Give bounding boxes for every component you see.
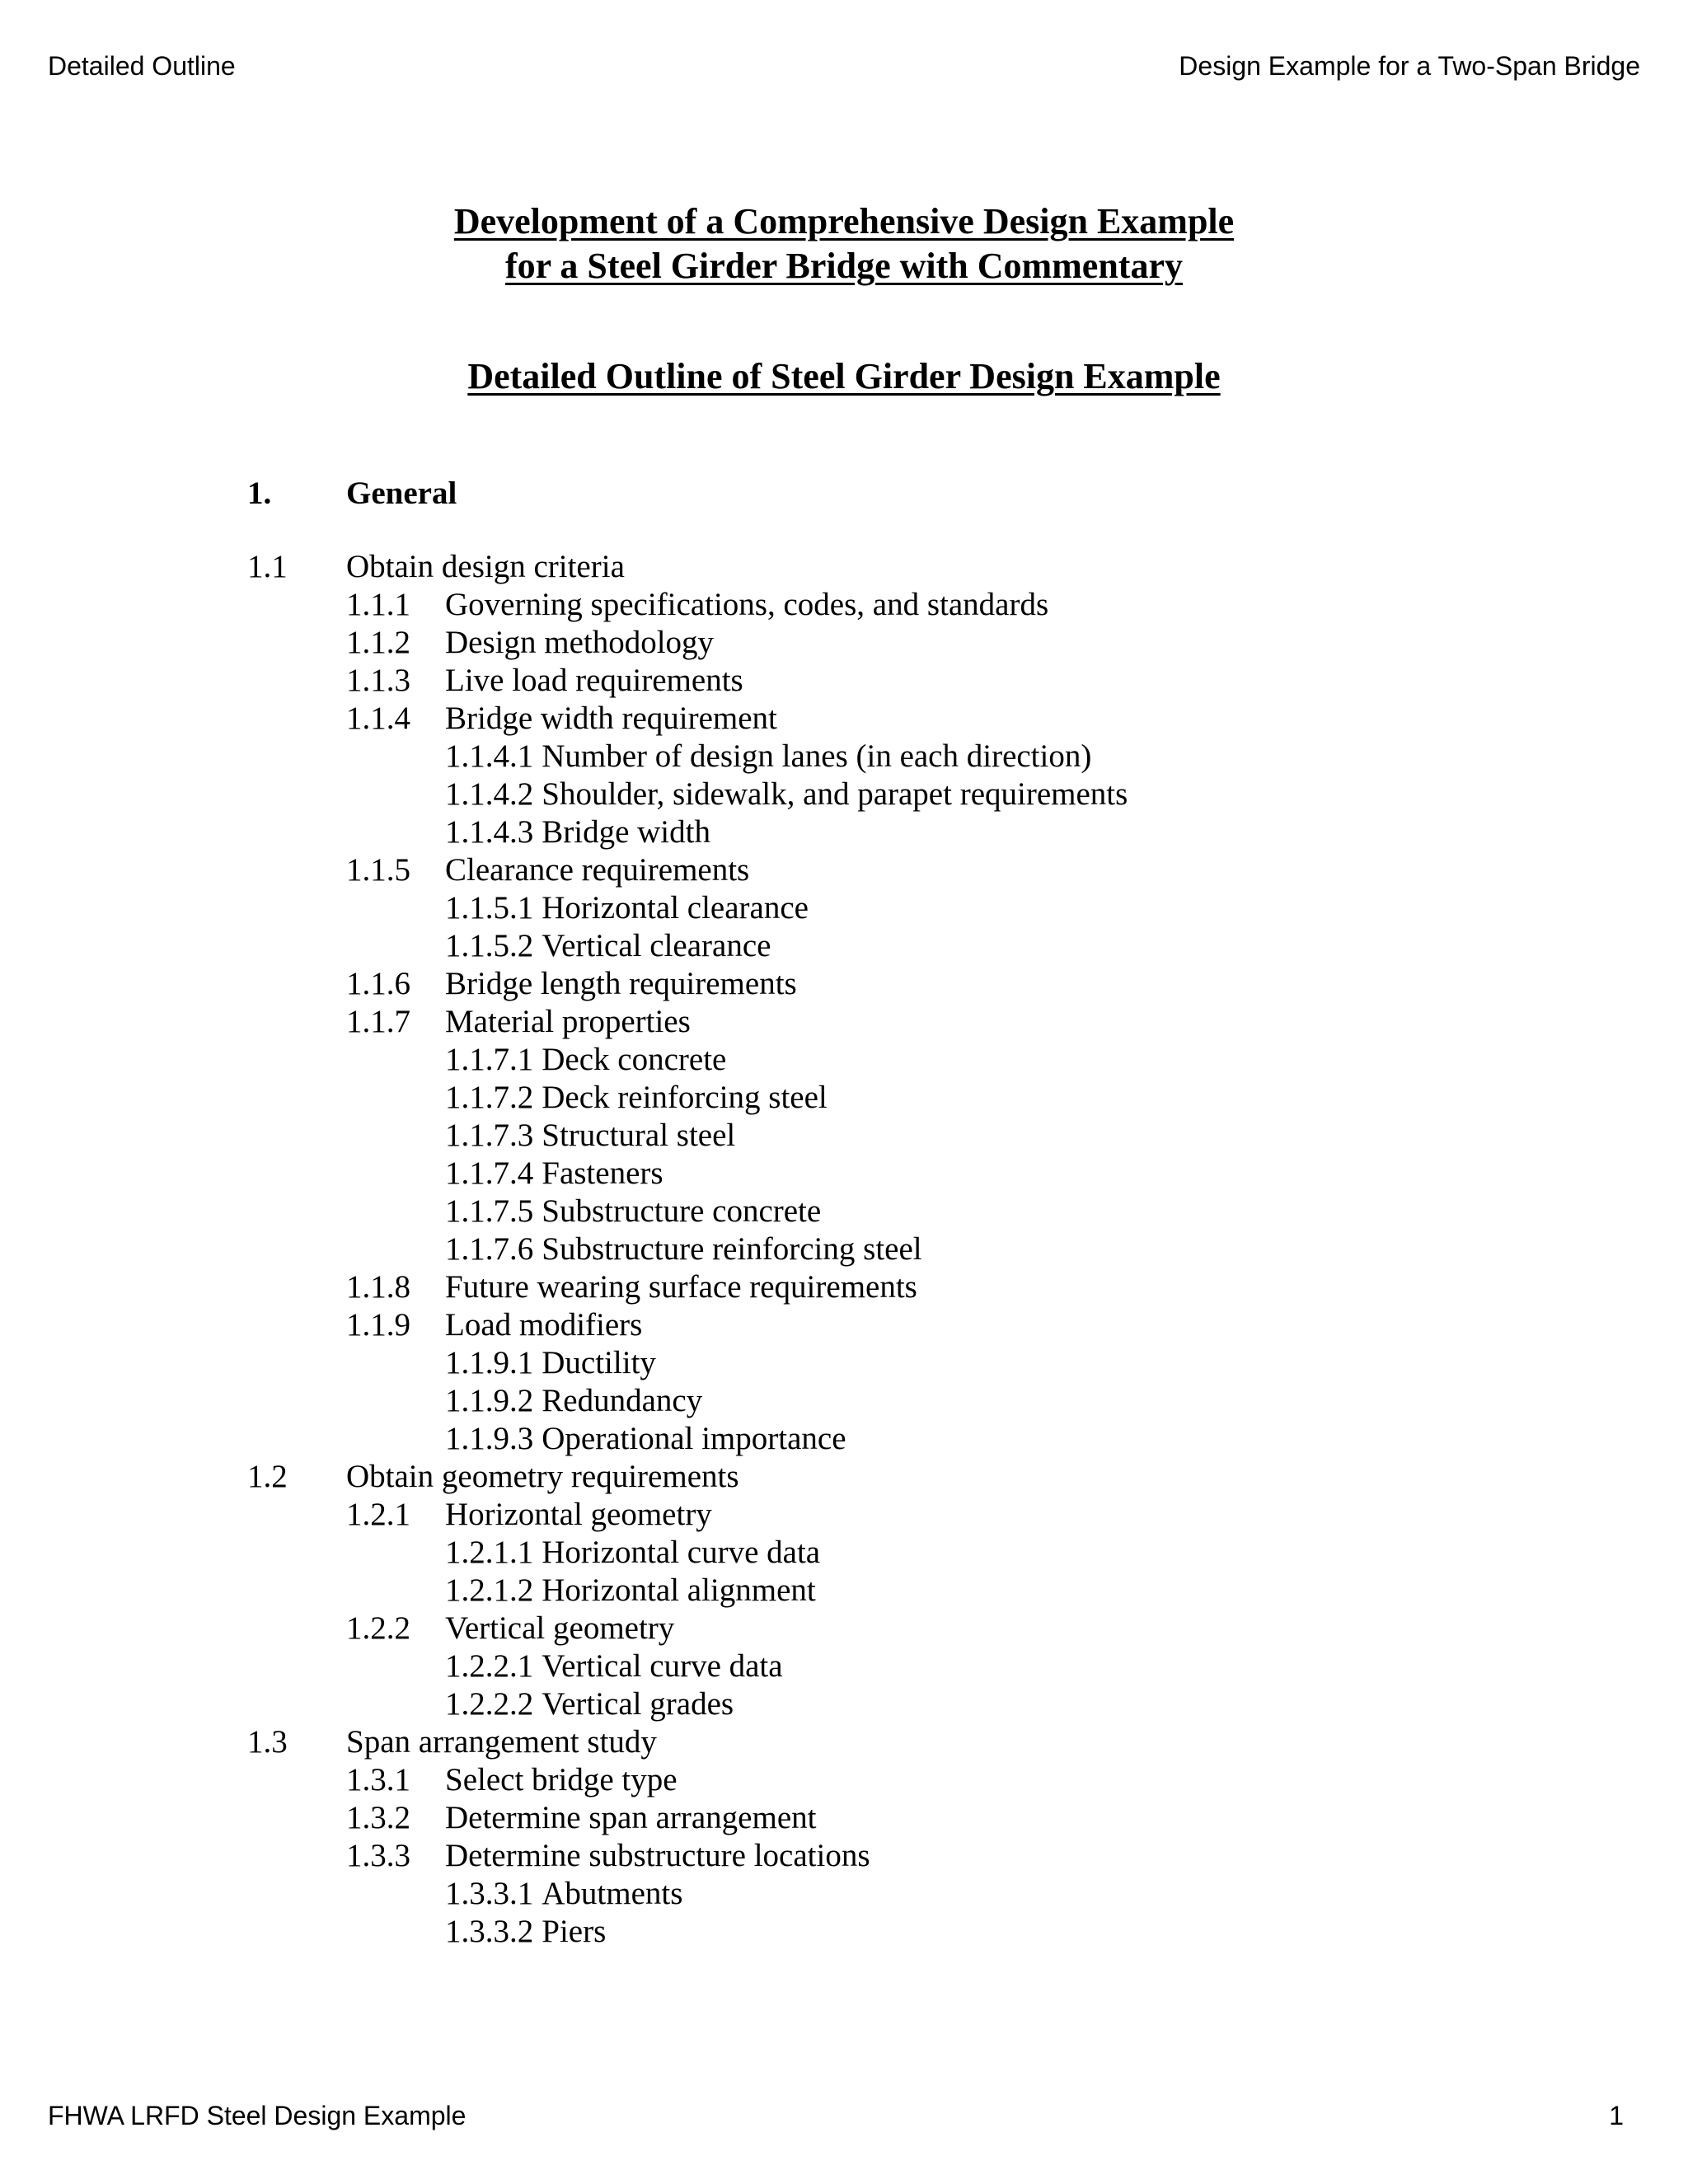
outline-item [247, 1155, 1128, 1193]
outline-item-number: 1.3.3 [346, 1838, 410, 1873]
outline-item-number: 1.1.7.1 [445, 1042, 534, 1077]
outline-item [247, 624, 1128, 662]
outline-item [247, 1572, 1128, 1610]
outline-item [247, 1913, 1128, 1951]
outline-item-text: Obtain design criteria [346, 549, 625, 584]
outline-item-number: 1.2.1.1 [445, 1535, 534, 1570]
outline-item [247, 738, 1128, 776]
outline-item-text: Ductility [542, 1345, 656, 1380]
outline-item-text: Operational importance [542, 1421, 846, 1456]
outline-item-text: Material properties [445, 1004, 691, 1039]
outline-item [247, 1420, 1128, 1458]
outline-item-number: 1.1.9.3 [445, 1421, 534, 1456]
outline-item-number: 1.1.7.2 [445, 1080, 534, 1115]
document-subtitle-text: Detailed Outline of Steel Girder Design Example [467, 356, 1221, 396]
outline-item-text: Fasteners [542, 1155, 663, 1191]
outline-item-number: 1.1.7 [346, 1004, 410, 1039]
outline-item-number: 1.3 [247, 1724, 288, 1760]
outline-item-text: Governing specifications, codes, and standards [445, 587, 1049, 622]
outline-item-number: 1.1.7.4 [445, 1155, 534, 1191]
outline-item-text: Substructure reinforcing steel [542, 1231, 922, 1267]
document-subtitle [0, 354, 1688, 399]
outline-item [247, 1875, 1128, 1913]
outline-item [247, 1647, 1128, 1685]
outline-item-number: 1.1.9.1 [445, 1345, 534, 1380]
outline-item-text: Load modifiers [445, 1307, 643, 1343]
outline-item-number: 1.3.3.1 [445, 1876, 534, 1911]
outline-item-text: Determine substructure locations [445, 1838, 870, 1873]
section-number: 1. [247, 476, 272, 511]
outline-item-text: Substructure concrete [542, 1193, 822, 1229]
outline-item [247, 889, 1128, 927]
outline-item-text: Piers [542, 1914, 607, 1949]
running-footer-left: FHWA LRFD Steel Design Example [48, 2101, 467, 2130]
outline-item [247, 1344, 1128, 1382]
outline-item [247, 1382, 1128, 1420]
outline-item-text: Vertical geometry [445, 1610, 675, 1646]
outline-item-text: Determine span arrangement [445, 1800, 817, 1835]
section-heading [247, 473, 457, 514]
outline-item-number: 1.3.3.2 [445, 1914, 534, 1949]
outline-item-text: Horizontal clearance [542, 890, 809, 926]
outline-item [247, 1723, 1128, 1761]
outline-item-number: 1.3.2 [346, 1800, 410, 1835]
outline-item [247, 1685, 1128, 1723]
outline-item [247, 1230, 1128, 1268]
outline-item [247, 776, 1128, 813]
document-title [0, 199, 1688, 288]
outline-item-text: Horizontal geometry [445, 1497, 712, 1532]
outline-item-text: Vertical curve data [542, 1648, 783, 1684]
outline-item-text: Live load requirements [445, 663, 743, 698]
outline-item-number: 1.2.2 [346, 1610, 410, 1646]
outline-item-number: 1.1.7.3 [445, 1118, 534, 1153]
outline-item-text: Vertical clearance [542, 928, 771, 963]
outline-item [247, 1193, 1128, 1230]
outline-item [247, 1799, 1128, 1837]
outline-item-number: 1.1.5 [346, 852, 410, 888]
running-header-left: Detailed Outline [48, 51, 236, 81]
outline-item-number: 1.2.1.2 [445, 1572, 534, 1608]
outline-item-number: 1.1.5.2 [445, 928, 534, 963]
outline-item [247, 1117, 1128, 1155]
outline-item-text: Deck reinforcing steel [542, 1080, 828, 1115]
running-header-right: Design Example for a Two-Span Bridge [1179, 51, 1640, 81]
outline-item-text: Number of design lanes (in each direction) [542, 738, 1092, 774]
outline-item-number: 1.1.4.1 [445, 738, 534, 774]
outline-item [247, 1268, 1128, 1306]
outline-item-text: Deck concrete [542, 1042, 727, 1077]
outline-item [247, 851, 1128, 889]
outline-item-text: Clearance requirements [445, 852, 750, 888]
outline-item-number: 1.1.7.5 [445, 1193, 534, 1229]
outline-item-text: Span arrangement study [346, 1724, 657, 1760]
outline-item-number: 1.2.2.1 [445, 1648, 534, 1684]
outline-item [247, 1534, 1128, 1572]
page-number: 1 [1609, 2101, 1624, 2130]
outline-item-number: 1.1.4.3 [445, 814, 534, 850]
outline-item-text: Bridge width requirement [445, 701, 777, 736]
outline-item-number: 1.1.7.6 [445, 1231, 534, 1267]
outline-item-number: 1.1.9.2 [445, 1383, 534, 1418]
outline-item [247, 586, 1128, 624]
outline-item-number: 1.2 [247, 1459, 288, 1494]
outline-item-number: 1.2.1 [346, 1497, 410, 1532]
outline-item-text: Design methodology [445, 625, 715, 660]
outline-item-number: 1.1.2 [346, 625, 410, 660]
outline-item [247, 1610, 1128, 1647]
outline-item [247, 927, 1128, 965]
outline-item [247, 1306, 1128, 1344]
outline-item-text: Bridge width [542, 814, 710, 850]
outline-item [247, 1496, 1128, 1534]
outline-item-number: 1.1.4.2 [445, 776, 534, 812]
outline-item-text: Redundancy [542, 1383, 703, 1418]
outline-item-number: 1.3.1 [346, 1762, 410, 1797]
outline-item [247, 1041, 1128, 1079]
outline-item-text: Horizontal curve data [542, 1535, 821, 1570]
outline-item [247, 1761, 1128, 1799]
outline-item [247, 813, 1128, 851]
document-title-line-1: Development of a Comprehensive Design Example [453, 201, 1235, 241]
outline-item [247, 1003, 1128, 1041]
outline-item-text: Abutments [542, 1876, 683, 1911]
outline-item-number: 1.1.6 [346, 966, 410, 1001]
outline-item-number: 1.1.9 [346, 1307, 410, 1343]
outline-item [247, 1458, 1128, 1496]
section-title: General [346, 476, 457, 511]
outline-list [247, 548, 1128, 1951]
outline-item-text: Select bridge type [445, 1762, 678, 1797]
outline-item [247, 1079, 1128, 1117]
outline-item [247, 965, 1128, 1003]
outline-item-number: 1.2.2.2 [445, 1686, 534, 1722]
outline-item [247, 1837, 1128, 1875]
outline-item [247, 548, 1128, 586]
outline-item-text: Obtain geometry requirements [346, 1459, 739, 1494]
outline-item-text: Bridge length requirements [445, 966, 797, 1001]
outline-item-number: 1.1.8 [346, 1269, 410, 1305]
outline-item-number: 1.1.3 [346, 663, 410, 698]
outline-item [247, 662, 1128, 700]
outline-item-text: Future wearing surface requirements [445, 1269, 917, 1305]
outline-item-number: 1.1.5.1 [445, 890, 534, 926]
outline-item-text: Shoulder, sidewalk, and parapet requirements [542, 776, 1128, 812]
outline-item-text: Horizontal alignment [542, 1572, 816, 1608]
document-title-line-2: for a Steel Girder Bridge with Commentary [505, 246, 1183, 286]
outline-item-number: 1.1.1 [346, 587, 410, 622]
outline-item-number: 1.1.4 [346, 701, 410, 736]
outline-item [247, 700, 1128, 738]
outline-item-text: Vertical grades [542, 1686, 734, 1722]
outline-item-number: 1.1 [247, 549, 288, 584]
outline-item-text: Structural steel [542, 1118, 736, 1153]
